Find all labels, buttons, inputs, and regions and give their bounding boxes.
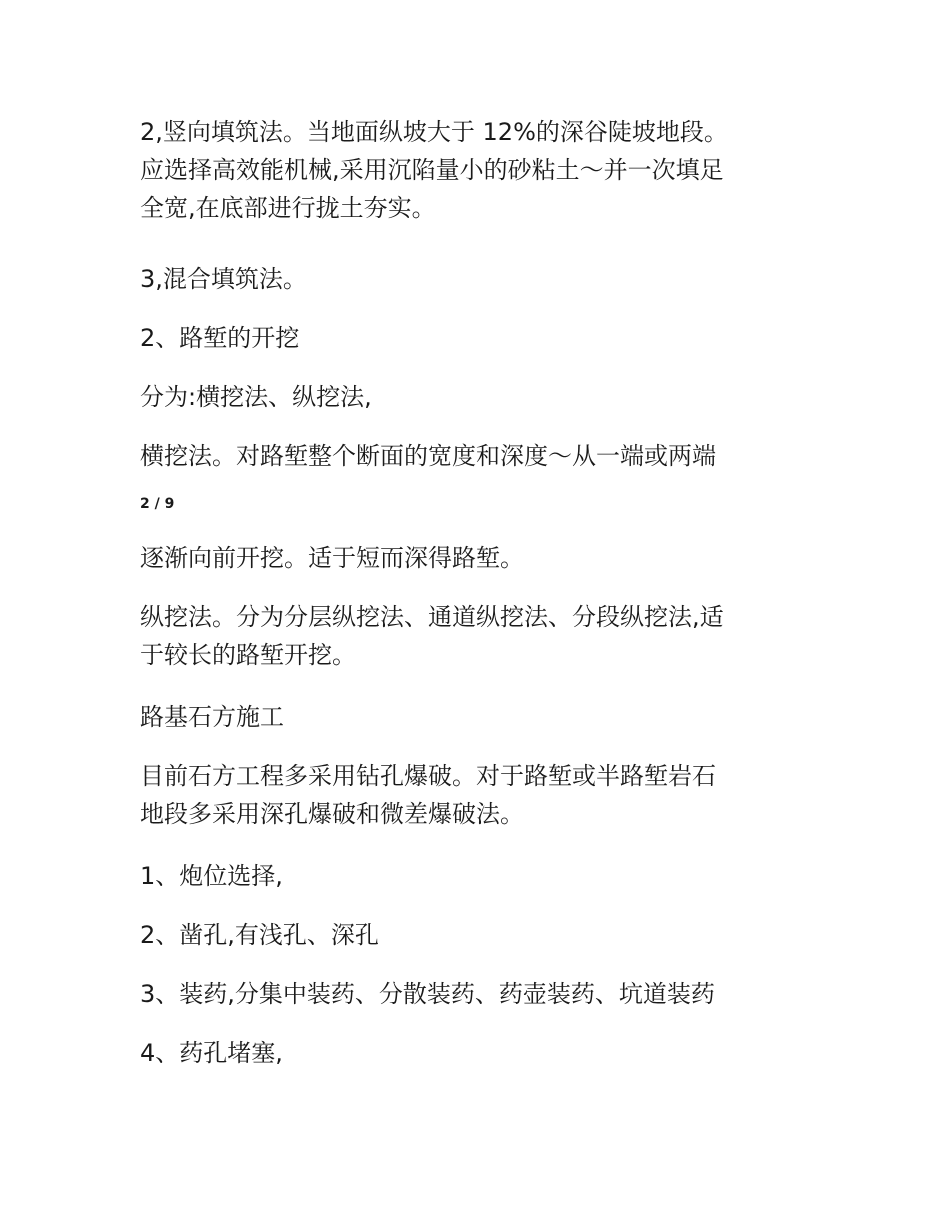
paragraph-horizontal-cut-cont [140, 539, 820, 577]
text-line: 逐渐向前开挖。适于短而深得路堑。 [140, 544, 524, 572]
paragraph-mixed-filling [140, 260, 820, 298]
text-line: 路基石方施工 [140, 703, 284, 731]
paragraph-longitudinal-cut [140, 598, 820, 674]
paragraph-horizontal-cut [140, 437, 820, 475]
text-line: 分为:横挖法、纵挖法, [140, 383, 372, 411]
list-item-blast-position [140, 857, 820, 895]
list-item-drilling [140, 916, 820, 954]
section-heading-rock-works [140, 698, 820, 736]
text-line: 4、药孔堵塞, [140, 1039, 283, 1067]
text-line: 1、炮位选择, [140, 862, 283, 890]
text-line: 3、装药,分集中装药、分散装药、药壶装药、坑道装药 [140, 980, 715, 1008]
list-item-charging [140, 975, 820, 1013]
paragraph-classification [140, 378, 820, 416]
text-line: 2、凿孔,有浅孔、深孔 [140, 921, 379, 949]
text-line: 2,竖向填筑法。当地面纵坡大于 12%的深谷陡坡地段。 [140, 118, 728, 146]
text-line: 应选择高效能机械,采用沉陷量小的砂粘土～并一次填足 [140, 156, 724, 184]
text-line: 全宽,在底部进行拢土夯实。 [140, 194, 436, 222]
text-line: 于较长的路堑开挖。 [140, 641, 356, 669]
page-number: 2 / 9 [140, 496, 175, 512]
text-line: 地段多采用深孔爆破和微差爆破法。 [140, 800, 524, 828]
text-line: 3,混合填筑法。 [140, 265, 307, 293]
section-heading-cutting [140, 319, 820, 357]
text-line: 目前石方工程多采用钻孔爆破。对于路堑或半路堑岩石 [140, 762, 716, 790]
list-item-stemming [140, 1034, 820, 1072]
paragraph-blasting [140, 757, 820, 833]
paragraph-vertical-filling [140, 113, 820, 227]
text-line: 2、路堑的开挖 [140, 324, 300, 352]
text-line: 横挖法。对路堑整个断面的宽度和深度～从一端或两端 [140, 442, 716, 470]
text-line: 纵挖法。分为分层纵挖法、通道纵挖法、分段纵挖法,适 [140, 603, 724, 631]
